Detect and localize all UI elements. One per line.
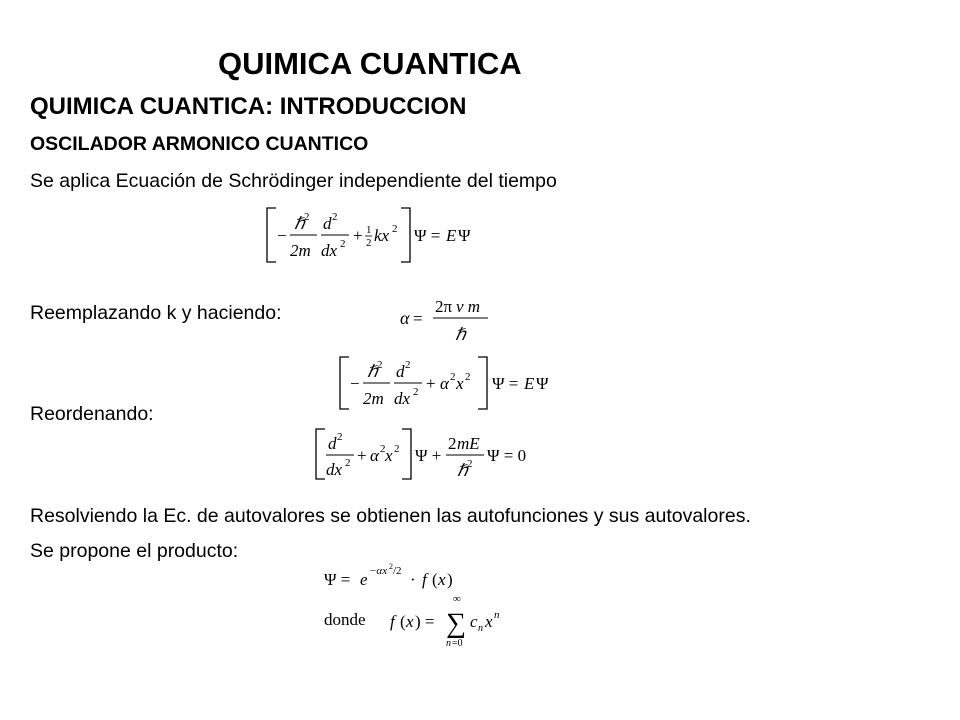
- svg-text:Ψ = 0: Ψ = 0: [487, 446, 527, 465]
- svg-text:dx: dx: [394, 389, 411, 408]
- svg-text:2: 2: [465, 371, 471, 383]
- propone-line: Se propone el producto:: [30, 540, 239, 562]
- svg-text:kx: kx: [374, 226, 390, 245]
- svg-text:2: 2: [304, 211, 310, 223]
- svg-text:dx: dx: [321, 241, 338, 260]
- svg-text:=: =: [413, 309, 423, 328]
- svg-text:ℏ: ℏ: [294, 214, 305, 233]
- svg-text:n: n: [494, 609, 500, 621]
- svg-text:(: (: [400, 612, 406, 631]
- svg-text:d: d: [323, 214, 332, 233]
- equation-schrodinger: [265, 206, 480, 264]
- reordenando-line: Reordenando:: [30, 403, 154, 425]
- svg-text:f: f: [422, 570, 427, 589]
- svg-text:2: 2: [394, 443, 400, 455]
- svg-text:dx: dx: [326, 460, 343, 479]
- svg-text:∞: ∞: [453, 593, 461, 605]
- svg-text:Ψ: Ψ: [536, 374, 549, 393]
- svg-text:d: d: [328, 434, 337, 453]
- svg-text:∑: ∑: [446, 608, 466, 639]
- svg-text:2: 2: [332, 211, 338, 223]
- svg-text:x: x: [385, 446, 393, 465]
- svg-text:−: −: [277, 226, 287, 245]
- svg-text:2m: 2m: [290, 241, 311, 260]
- svg-text:2: 2: [340, 238, 346, 250]
- equation-series: [388, 590, 528, 650]
- svg-text:x: x: [485, 612, 493, 631]
- svg-text:2m: 2m: [363, 389, 384, 408]
- svg-text:2: 2: [450, 371, 456, 383]
- svg-text:x: x: [438, 570, 446, 589]
- svg-text:2: 2: [413, 386, 419, 398]
- equation-rearranged: [314, 425, 534, 483]
- svg-text:c: c: [470, 612, 478, 631]
- svg-text:ν m: ν m: [456, 297, 481, 316]
- svg-text:2: 2: [377, 359, 383, 371]
- svg-text:Ψ =: Ψ =: [414, 226, 441, 245]
- svg-text:Ψ +: Ψ +: [415, 446, 442, 465]
- slide-title: QUIMICA CUANTICA: [218, 46, 522, 81]
- equation-product: [322, 560, 492, 594]
- svg-text:+: +: [353, 226, 363, 245]
- svg-text:): ): [447, 570, 453, 589]
- svg-text:2: 2: [448, 434, 457, 453]
- svg-text:ℏ: ℏ: [457, 461, 468, 480]
- svg-text:2π: 2π: [435, 297, 453, 316]
- svg-text:2: 2: [467, 458, 473, 470]
- svg-text:2: 2: [380, 443, 386, 455]
- svg-text:n: n: [478, 623, 483, 634]
- svg-text:ℏ: ℏ: [367, 362, 378, 381]
- section-heading: OSCILADOR ARMONICO CUANTICO: [30, 133, 369, 155]
- svg-text:α: α: [400, 308, 410, 328]
- svg-text:E: E: [524, 374, 535, 393]
- svg-text:2: 2: [345, 457, 351, 469]
- slide-subtitle: QUIMICA CUANTICA: INTRODUCCION: [30, 93, 467, 120]
- svg-text:2: 2: [392, 223, 398, 235]
- svg-text:−αx: −αx: [369, 565, 388, 577]
- svg-text:x: x: [456, 374, 464, 393]
- resolviendo-line: Resolviendo la Ec. de autovalores se obtienen las autofunciones y sus autovalores.: [30, 505, 751, 527]
- svg-text:ℏ: ℏ: [455, 325, 466, 344]
- svg-text:1: 1: [366, 224, 372, 236]
- equation-substituted: [338, 355, 568, 411]
- svg-text:/2: /2: [393, 565, 402, 577]
- svg-text:α: α: [440, 374, 449, 393]
- svg-text:α: α: [370, 446, 379, 465]
- svg-text:e: e: [360, 570, 368, 589]
- donde-label: donde: [324, 610, 366, 629]
- svg-text:−: −: [350, 374, 360, 393]
- svg-text:2: 2: [405, 359, 411, 371]
- svg-text:2: 2: [389, 562, 393, 571]
- svg-text:mE: mE: [457, 434, 480, 453]
- svg-text:E: E: [446, 226, 457, 245]
- svg-text:Ψ =: Ψ =: [324, 570, 351, 589]
- svg-text:2: 2: [366, 237, 372, 249]
- svg-text:+: +: [357, 446, 367, 465]
- svg-text:n: n: [446, 638, 451, 649]
- equation-alpha: [398, 290, 508, 348]
- schrodinger-line: Se aplica Ecuación de Schrödinger independiente del tiempo: [30, 170, 557, 192]
- svg-text:) =: ) =: [415, 612, 435, 631]
- svg-text:2: 2: [337, 431, 343, 443]
- svg-text:·: ·: [410, 570, 416, 589]
- svg-text:d: d: [396, 362, 405, 381]
- svg-text:(: (: [432, 570, 438, 589]
- svg-text:Ψ =: Ψ =: [492, 374, 519, 393]
- svg-text:+: +: [426, 374, 436, 393]
- reemplazando-line: Reemplazando k y haciendo:: [30, 302, 282, 324]
- svg-text:Ψ: Ψ: [458, 226, 471, 245]
- svg-text:x: x: [406, 612, 414, 631]
- svg-text:=0: =0: [452, 638, 463, 649]
- svg-text:f: f: [390, 612, 395, 631]
